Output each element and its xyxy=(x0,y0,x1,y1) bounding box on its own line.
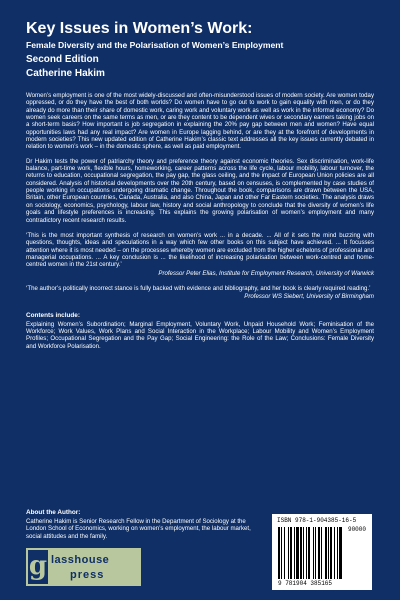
barcode-bar xyxy=(300,527,302,579)
barcode-bar xyxy=(325,527,327,579)
book-title: Key Issues in Women’s Work: xyxy=(26,20,253,37)
barcode-bar xyxy=(321,527,322,579)
barcode-bar xyxy=(308,527,310,579)
barcode-bar xyxy=(318,527,320,579)
barcode-bar xyxy=(337,527,338,579)
barcode-bar xyxy=(306,527,307,579)
publisher-logo xyxy=(26,548,141,586)
barcode-bar xyxy=(334,527,335,579)
about-heading: About the Author: xyxy=(26,509,81,516)
isbn-text: ISBN 978-1-904385-16-5 xyxy=(277,517,357,524)
barcode-bars xyxy=(278,527,342,579)
logo-line-1: lasshouse xyxy=(51,554,110,566)
description-paragraph: Women’s employment is one of the most widely-discussed and often-misunderstood issues of modern society. Are women today oppressed, or do they have the best of both worlds? Do women have to go out to work to gain equality with men, or do they already do more than their share of domestic work, caring work and voluntary work as well as work in the informal economy? Do women seek careers on the same terms as men, or are they content to be dependent wives or secondary earners taking jobs on a short-term basis? How important is job segregation in explaining the 20% pay gap between men and women? Have equal opportunities laws had any real impact? Are women in Europe lagging behind, or are they at the forefront of developments in modern societies? This new updated edition of Catherine Hakim’s classic text addresses all the key issues currently debated in relation to women’s work – in the domestic sphere, as well as paid employment. xyxy=(26,92,374,151)
contents-heading: Contents include: xyxy=(26,311,80,319)
ean-text: 9 781904 385165 xyxy=(278,580,333,587)
barcode-bar xyxy=(313,527,314,579)
barcode-bar xyxy=(290,527,292,579)
barcode-bar xyxy=(288,527,289,579)
book-subtitle: Female Diversity and the Polarisation of Women’s Employment xyxy=(26,40,284,50)
description-paragraph: Dr Hakim tests the power of patriarchy theory and preference theory against economic theories. Sex discrimination, work-life balance, part-time work, flexible hours, homeworking, career patterns across the life cycle, labour mobility, labour turnover, the returns to education, occupational segregation, the pay gap, the glass ceiling, and the impact of European Union policies are all considered. Analysis of historical developments over the 20th century, based on censuses, is complemented by case studies of people working in occupations undergoing dramatic change. Throughout the book, comparisons are drawn between the USA, Britain, other European countries, Canada, Australia, and also China, Japan and other Far Eastern societies. The analysis draws on sociology, economics, psychology, labour law, history and social anthropology to conclude that the diversity of women’s life goals and lifestyle preferences is increasing. This explains the growing polarisation of women’s employment and many contradictory recent research results. xyxy=(26,157,374,224)
book-author: Catherine Hakim xyxy=(26,68,105,79)
price-code: 90000 xyxy=(347,526,366,533)
barcode-bar xyxy=(328,527,329,579)
barcode-bar xyxy=(294,527,295,579)
barcode-bar xyxy=(303,527,304,579)
review-quote: ‘The author’s politically incorrect stance is fully backed with evidence and bibliography, and her book is clearly required reading.’ xyxy=(26,284,371,292)
barcode-bar xyxy=(284,527,285,579)
book-edition: Second Edition xyxy=(26,54,99,65)
barcode-bar xyxy=(315,527,316,579)
about-author xyxy=(26,509,256,540)
logo-line-2: press xyxy=(70,569,105,581)
barcode-bar xyxy=(330,527,332,579)
barcode-bar xyxy=(278,527,280,579)
barcode-bar xyxy=(339,527,342,579)
barcode-bar xyxy=(296,527,299,579)
barcode-bar xyxy=(281,527,282,579)
contents-text: Explaining Women’s Subordination; Marginal Employment, Voluntary Work, Unpaid Household Work; Feminisation of the Workforce; Work Values, Work Plans and Social Interaction in the Workplace; Labour Mobility and Women’s Employment Profiles; Occupational Segregation and the Pay Gap; Social Engineering: the Role of the Law; Conclusions: Female Diversity and Workforce Polarisation. xyxy=(26,320,374,350)
logo-letter: g xyxy=(28,550,48,584)
about-text: Catherine Hakim is Senior Research Fellow in the Department of Sociology at the London School of Economics, working on women’s employment, the labour market, social attitudes and the family. xyxy=(26,518,251,540)
review-quote: ‘This is the most important synthesis of research on women’s work ... in a decade. ... All of it sets the mind buzzing with questions, thoughts, ideas and speculations in a way which few other books on this subject have achieved. ... It focusses attention where it is most needed – on the processes whereby women are excluded from the higher echelons of professional and managerial occupations. ... A key conclusion is ... the likelihood of increasing polarisation between work-centred and home-centred women in the 21st century.’ xyxy=(26,231,374,269)
review-attribution: Professor WS Siebert, University of Birmingham xyxy=(244,293,374,301)
barcode xyxy=(272,514,372,590)
review-attribution: Professor Peter Elias, Institute for Employment Research, University of Warwick xyxy=(158,269,374,277)
